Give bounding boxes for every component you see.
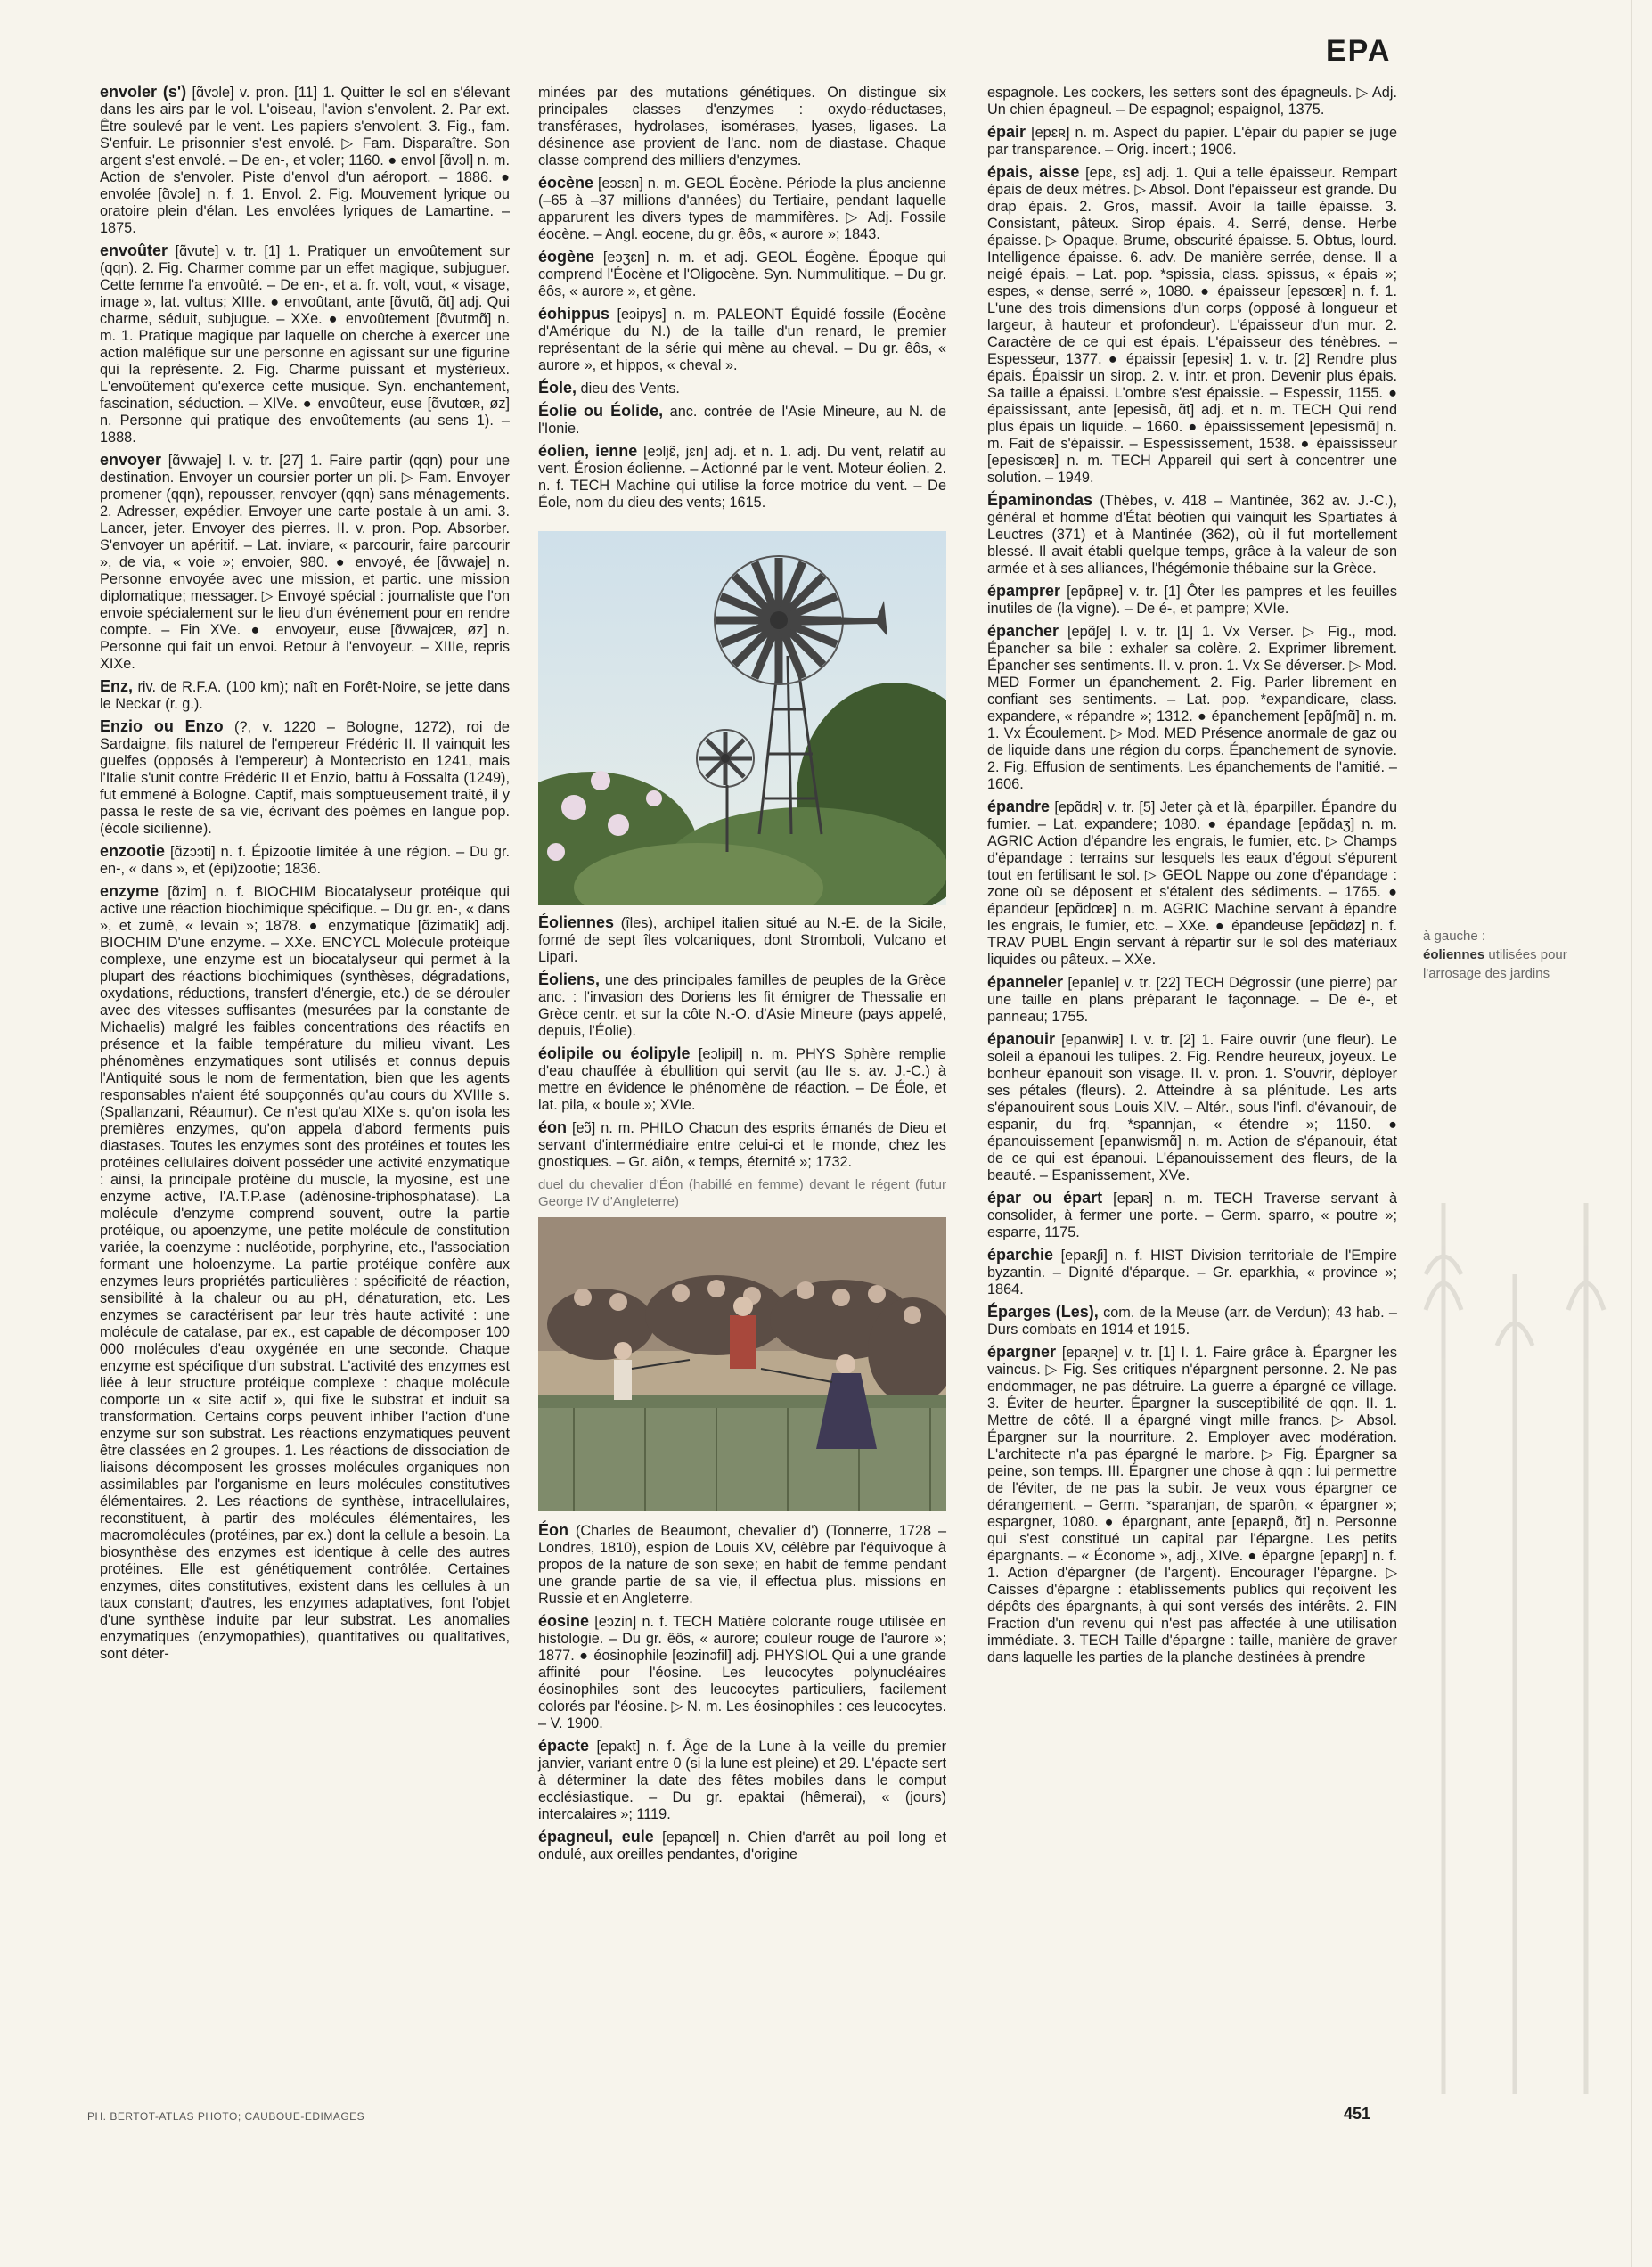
definition: [epɛʀ] n. m. Aspect du papier. L'épair du papier se juge par transparence. – Orig. incert.; 1906. — [987, 125, 1397, 158]
entry — [538, 306, 946, 374]
entry — [987, 1304, 1397, 1338]
headword: Éoliens, — [538, 970, 601, 988]
headword: Épaminondas — [987, 491, 1093, 509]
headword: envoler (s') — [100, 84, 187, 101]
definition: une des principales familles de peuples de la Grèce anc. : l'invasion des Doriens les fit émigrer de Thessalie en Grèce centr. et sur la côte N.-O. d'Asie Mineure (pays appelé, depuis, l'Éolie). — [538, 972, 946, 1039]
headword: épargner — [987, 1343, 1057, 1361]
definition: [epanle] v. tr. [22] TECH Dégrossir (une pierre) par une taille en plans préparant le façonnage. – De é-, et panneau; 1755. — [987, 975, 1397, 1025]
running-header: EPA — [1326, 34, 1392, 68]
definition: [epanwiʀ] I. v. tr. [2] 1. Faire ouvrir (une fleur). Le soleil a épanoui les tulipes. 2. Fig. Rendre heureux, joyeux. Le bonheur épanouit son visage. II. v. pron. 1. S'ouvrir, déployer ses pétales (fleurs). 2. Atteindre à sa plénitude. Les arts s'épanouirent sous Louis XIV. – Altér., sous l'infl. d'évanouir, de espanir, du frq. *spannjan, « étendre »; 1150. ● épanouissement [epanwismɑ̃] n. m. Action de s'épanouir, état de ce qui est épanoui. L'épanouissement des fleurs, de la beauté. – Espanissement, XVe. — [987, 1032, 1397, 1183]
entry — [538, 1613, 946, 1732]
definition: [epɑ̃pʀe] v. tr. [1] Ôter les pampres et les feuilles inutiles de (la vigne). – De é-, et pampre; XVIe. — [987, 584, 1397, 617]
entry — [987, 623, 1397, 793]
definition: [epɛ, ɛs] adj. 1. Qui a telle épaisseur. Rempart épais de deux mètres. ▷ Absol. Dont l'épaisseur est grande. Du drap épais. 2. Gros, massif. Avoir la taille épaisse. 3. Consistant, pâteux. Sirop épais. 4. Serré, dense. Herbe épaisse. ▷ Opaque. Brume, obscurité épaisse. 5. Obtus, lourd. Intelligence épaisse. 6. adv. De manière serrée, dense. Il a neigé épais. – Lat. pop. *spissia, class. spissus, « épais »; espes, « dense, serré », 1080. ● épaisseur [epɛsœʀ] n. f. 1. L'une des trois dimensions d'un corps (opposé à longueur et largeur, à hauteur et profondeur). L'épaisseur d'un mur. 2. Caractère de ce qui est épais. L'épaisseur des ténèbres. – Espesseur, 1377. ● épaissir [epesiʀ] 1. v. tr. [2] Rendre plus épais. Épaissir un sirop. 2. v. intr. et pron. Devenir plus épais. Sa taille a épaissi. L'ombre s'est épaissie. – Espessir, 1155. ● épaississant, ante [epesisɑ̃, ɑ̃t] adj. et n. m. TECH Qui rend plus épais un liquide. – 1660. ● épaississement [epesismɑ̃] n. m. Fait de s'épaissir. – Espessissement, 1538. ● épaississeur [epesisœʀ] n. m. TECH Appareil qui sert à concentrer une solution. – 1949. — [987, 165, 1397, 486]
headword: éolipile ou éolipyle — [538, 1044, 691, 1062]
definition: [ɑ̃zim] n. f. BIOCHIM Biocatalyseur protéique qui active une réaction biochimique spécifique. – Du gr. en-, « dans », et zumê, « levain »; 1878. ● enzymatique [ɑ̃zimatik] adj. BIOCHIM D'une enzyme. – XXe. ENCYCL Molécule protéique complexe, une enzyme est un biocatalyseur qui permet à la plupart des réactions biochimiques (synthèses, dégradations, oxydations, réductions, transfert d'énergie, etc.) de se dérouler avec des vitesses suffisantes (mesurées par la constante de Michaelis) malgré les faibles concentrations des réactifs en présence et la faible température du milieu vivant. Les phénomènes enzymatiques sont utilisés et connus depuis l'Antiquité sous le nom de fermentation, bien que les agents responsables n'aient été soupçonnés qu'au cours du XVIIIe s. (Spallanzani, Réaumur). Ce n'est qu'au XIXe s. qu'on isola les premières enzymes, qu'on appela d'abord ferments puis diastases. Toutes les enzymes sont des protéines et toutes les protéines cellulaires doivent posséder une activité enzymatique : ainsi, la principale protéine du muscle, la myosine, est une enzyme active, l'A.T.P.ase (adénosine-triphosphatase). La molécule d'enzyme comprend souvent, outre la partie protéique, ou apoenzyme, une petite molécule de constitution variée, la coenzyme : nucléotide, porphyrine, etc., l'association formant une holoenzyme. La partie protéique confère aux enzymes leurs propriétés particulières : spécificité de réaction, sensibilité à la chaleur ou au pH, dénaturation, etc. Les enzymes se caractérisent par leur très haute activité : une molécule de catalase, par ex., est capable de décomposer 100 000 molécules d'eau oxygénée en une seconde. Chaque enzyme est spécifique d'un substrat. L'activité des enzymes est liée à leur structure protéique complexe : chaque molécule comporte un « site actif », qui fixe le substrat et induit sa transformation. Certains corps peuvent inhiber l'action d'une enzyme sur son substrat. Les réactions enzymatiques peuvent être classées en 2 groupes. 1. Les réactions de dissociation de liaisons décomposent les grosses molécules organiques non assimilables par l'organisme en leurs molécules constitutives élémentaires. 2. Les réactions de synthèse, intracellulaires, reconstituent, à partir des molécules élémentaires, les macromolécules (protéines, par ex.) dont la cellule a besoin. La biosynthèse des enzymes est identique à celle des autres protéines. Elle est génétiquement contrôlée. Certaines enzymes, dites constitutives, existent dans les cellules à un taux constant; d'autres, les enzymes adaptatives, font l'objet d'une synthèse induite par leur substrat. Les anomalies enzymatiques (enzymopathies), quantitatives ou qualitatives, sont déter- — [100, 884, 510, 1662]
definition: [epakt] n. f. Âge de la Lune à la veille du premier janvier, variant entre 0 (si la lune est pleine) et 29. L'épacte sert à déterminer la date des fêtes mobiles dans le comput ecclésiastique. – Du gr. epaktai (hêmerai), « (jours) intercalaires »; 1119. — [538, 1739, 946, 1822]
headword: éon — [538, 1118, 568, 1136]
headword: enzootie — [100, 842, 166, 860]
entry — [538, 249, 946, 300]
sword-illustration — [1408, 1203, 1631, 2094]
definition: espagnole. Les cockers, les setters sont des épagneuls. ▷ Adj. Un chien épagneul. – De espagnol; espaignol, 1375. — [987, 85, 1397, 118]
entry — [538, 1119, 946, 1171]
definition: [ɑ̃vɔle] v. pron. [11] 1. Quitter le sol en s'élevant dans les airs par le vol. L'oiseau, l'avion s'envolent. 2. Par ext. Être soulevé par le vent. Les papiers s'envolent. 3. Fig., fam. S'enfuir. Le prisonnier s'est envolé. ▷ Fam. Disparaître. Son argent s'est envolé. – De en-, et voler; 1160. ● envol [ɑ̃vɔl] n. m. Action de s'envoler. Piste d'envol d'un aéroport. – 1886. ● envolée [ɑ̃vɔle] n. f. 1. Envol. 2. Fig. Mouvement lyrique ou oratoire plein d'élan. Les envolées lyriques de Lamartine. – 1875. — [100, 85, 510, 236]
headword: épair — [987, 123, 1026, 141]
headword: Éolie ou Éolide, — [538, 402, 664, 420]
headword: Éole, — [538, 379, 577, 397]
definition: (Charles de Beaumont, chevalier d') (Tonnerre, 1728 – Londres, 1810), espion de Louis XV, célèbre par l'équivoque à propos de la nature de son sexe; en habit de femme pendant une grande partie de sa vie, il effectua plus. missions en Russie et en Angleterre. — [538, 1523, 946, 1607]
headword: épar ou épart — [987, 1189, 1103, 1207]
headword: Éparges (Les), — [987, 1303, 1099, 1321]
column-middle — [538, 84, 946, 1869]
entry — [987, 492, 1397, 577]
duel-engraving — [538, 1217, 946, 1511]
entry — [100, 84, 510, 237]
headword: épacte — [538, 1737, 590, 1755]
headword: éparchie — [987, 1246, 1054, 1264]
entry — [538, 175, 946, 243]
definition: [epɑ̃dʀ] v. tr. [5] Jeter çà et là, éparpiller. Épandre du fumier. – Lat. expandere; 1080. ● épandage [epɑ̃daʒ] n. m. AGRIC Action d'épandre les engrais, le fumier, etc. ▷ Champs d'épandage : terrains sur lesquels les eaux d'égout s'épurent tout en fertilisant le sol. ▷ GEOL Nappe ou zone d'épandage : zone où se déposent et s'étalent des sédiments. – 1765. ● épandeur [epɑ̃dœʀ] n. m. AGRIC Machine servant à épandre les engrais, le fumier, etc. – XXe. ● épandeuse [epɑ̃døz] n. f. TRAV PUBL Engin servant à répartir sur le sol des matériaux liquides ou pâteux. – XXe. — [987, 799, 1397, 968]
headword: envoyer — [100, 451, 162, 469]
definition: [epaʀ] n. m. TECH Traverse servant à consolider, à fermer une porte. – Germ. sparro, « poutre »; esparre, 1175. — [987, 1191, 1397, 1240]
headword: éohippus — [538, 305, 609, 323]
entry — [538, 1522, 946, 1608]
headword: Enzio ou Enzo — [100, 717, 224, 735]
entry — [538, 443, 946, 512]
headword: épancher — [987, 622, 1059, 640]
windmill-photo — [538, 531, 946, 905]
headword: éocène — [538, 174, 594, 192]
entry — [538, 1738, 946, 1823]
headword: enzyme — [100, 882, 159, 900]
definition: [ɑ̃vute] v. tr. [1] 1. Pratiquer un envoûtement sur (qqn). 2. Fig. Charmer comme par un effet magique, subjuguer. Cette femme l'a envoûté. – De en-, et a. fr. volt, vout, « visage, image », lat. vultus; XIIIe. ● envoûtant, ante [ɑ̃vutɑ̃, ɑ̃t] adj. Qui charme, séduit, subjugue. – XXe. ● envoûtement [ɑ̃vutmɑ̃] n. m. 1. Pratique magique par laquelle on cherche à exercer une action maléfique sur une personne en agissant sur une figurine qui la représente. 2. Fig. Charme puissant et mystérieux. L'envoûtement qu'exerce cette musique. Syn. enchantement, fascination, séduction. – XIVe. ● envoûteur, euse [ɑ̃vutœʀ, øz] n. Personne qui pratique des envoûtements (au sens 1). – 1888. — [100, 243, 510, 446]
headword: épais, aisse — [987, 163, 1080, 181]
photo-credit: PH. BERTOT-ATLAS PHOTO; CAUBOUE-EDIMAGES — [87, 2110, 365, 2123]
page-edge — [1631, 0, 1632, 2267]
entry — [538, 403, 946, 438]
definition: [eɔzin] n. f. TECH Matière colorante rouge utilisée en histologie. – Du gr. êôs, « aurore; couleur rouge de l'aurore »; 1877. ● éosinophile [eɔzinɔfil] adj. PHYSIOL Qui a une grande affinité pour l'éosine. Les leucocytes polynucléaires éosinophiles sont des leucocytes particuliers, facilement colorés par l'éosine. ▷ N. m. Les éosinophiles : ces leucocytes. – V. 1900. — [538, 1614, 947, 1731]
headword: éogène — [538, 248, 595, 266]
entry — [987, 974, 1397, 1026]
windmill-illustration — [538, 531, 946, 905]
definition: [epaʀɲe] v. tr. [1] I. 1. Faire grâce à. Épargner les vaincus. ▷ Fig. Ses critiques n'épargnent personne. 2. Ne pas endommager, ne pas détruire. La guerre a épargné ce village. 3. Éviter de heurter. Épargner la susceptibilité de qqn. II. 1. Mettre de côté. Il a épargné vingt mille francs. ▷ Absol. Épargner sur la nourriture. 2. Employer avec modération. L'architecte n'a pas épargné le marbre. ▷ Fig. Épargner sa peine, son temps. III. Épargner une chose à qqn : lui permettre de l'éviter, de ne pas la subir. Je veux vous épargner ce dérangement. – Germ. *sparanjan, de sparôn, « épargner »; espargner, 1080. ● épargnant, ante [epaʀɲɑ̃, ɑ̃t] n. Personne qui s'est constitué un capital par l'épargne. Les petits épargnants. – « Économe », adj., XIVe. ● épargne [epaʀɲ] n. f. 1. Action d'épargner (de l'argent). Encourager l'épargne. ▷ Caisses d'épargne : établissements publics qui reçoivent les dépôts des épargnants, à qui sont versés des intérêts. 2. FIN Fraction d'un revenu qui n'est pas affectée à une utilisation immédiate. 3. TECH Taille d'épargne : taille, manière de graver dans laquelle les parties de la planche destinées à prendre — [987, 1345, 1397, 1665]
definition: [epɑ̃ʃe] I. v. tr. [1] 1. Vx Verser. ▷ Fig., mod. Épancher sa bile : exhaler sa colère. 2. Exprimer librement. Épancher ses sentiments. II. v. pron. 1. Vx Se déverser. ▷ Mod. MED Former un épanchement. 2. Fig. Parler librement en confiant ses sentiments. – Lat. pop. *expandicare, class. expandere, « répandre »; 1312. ● épanchement [epɑ̃ʃmɑ̃] n. m. 1. Vx Écoulement. ▷ Mod. MED Présence anormale de gaz ou de liquide dans une région du corps. Épanchement de synovie. 2. Fig. Effusion de sentiments. Les épanchements de l'amitié. – 1606. — [987, 624, 1397, 792]
entry — [100, 718, 510, 838]
margin-caption-prefix: à gauche : — [1423, 929, 1486, 944]
definition: [eɔ̃] n. m. PHILO Chacun des esprits émanés de Dieu et servant d'intermédiaire entre celui-ci et le monde, chez les gnostiques. – Gr. aiôn, « temps, éternité »; 1732. — [538, 1120, 946, 1170]
definition: (?, v. 1220 – Bologne, 1272), roi de Sardaigne, fils naturel de l'empereur Frédéric II. Il vainquit les guelfes (opposés à l'empereur) à Montecristo en 1241, mais l'Italie s'unit contre Frédéric II et Enzio, battu à Fossalta (1249), fut emmené à Bologne. Captif, mais somptueusement traité, il y passa le reste de sa vie, écrivant des poèmes en langue pop. (école sicilienne). — [100, 719, 510, 837]
entry — [538, 914, 946, 966]
definition: [eɔlipil] n. m. PHYS Sphère remplie d'eau chauffée à ébullition qui servit (au IIe s. av. J.-C.) à mettre en évidence le phénomène de réaction. – De Éole, et lat. pila, « boule »; XVIe. — [538, 1046, 946, 1113]
column-left — [100, 84, 510, 2053]
definition: riv. de R.F.A. (100 km); naît en Forêt-Noire, se jette dans le Neckar (r. g.). — [100, 679, 510, 712]
definition: [eɔipys] n. m. PALEONT Équidé fossile (Éocène d'Amérique du N.) de la taille d'un renard, le premier représentant de la série qui mène au cheval. – Du gr. êôs, « aurore », et hippos, « cheval ». — [538, 307, 946, 373]
duel-caption: duel du chevalier d'Éon (habillé en femme) devant le régent (futur George IV d'Angleterre) — [538, 1177, 946, 1209]
entry — [987, 798, 1397, 969]
entry — [538, 380, 946, 397]
headword: Éon — [538, 1521, 568, 1539]
definition: (îles), archipel italien situé au N.-E. de la Sicile, formé de sept îles volcaniques, dont Stromboli, Vulcano et Lipari. — [538, 915, 946, 965]
headword: Enz, — [100, 677, 134, 695]
entry — [987, 124, 1397, 159]
entry — [100, 883, 510, 1663]
entry — [538, 971, 946, 1040]
headword: épamprer — [987, 582, 1061, 600]
entry — [987, 1247, 1397, 1298]
entry — [100, 843, 510, 878]
headword: épanouir — [987, 1030, 1056, 1048]
entry — [987, 164, 1397, 487]
entry — [100, 452, 510, 673]
definition: [eɔljɛ̃, jɛn] adj. et n. 1. adj. Du vent, relatif au vent. Érosion éolienne. – Actionné par le vent. Moteur éolien. 2. n. f. TECH Machine qui utilise la force motrice du vent. – De Éole, nom du dieu des vents; 1615. — [538, 444, 946, 511]
headword: Éoliennes — [538, 913, 615, 931]
entry — [987, 1344, 1397, 1666]
definition: [ɑ̃zɔɔti] n. f. Épizootie limitée à une région. – Du gr. en-, « dans », et (épi)zootie; 1836. — [100, 844, 510, 877]
entry — [987, 1031, 1397, 1184]
page-number: 451 — [1344, 2105, 1371, 2123]
definition: [epaʀʃi] n. f. HIST Division territoriale de l'Empire byzantin. – Dignité d'éparque. – Gr. eparkhia, « province »; 1864. — [987, 1248, 1397, 1297]
definition: (Thèbes, v. 418 – Mantinée, 362 av. J.-C.), général et homme d'État béotien qui vainquit les Spartiates à Leuctres (371) et à Mantinée (362), où il fut mortellement blessé. Il avait établi quelque temps, grâce à la valeur de son armée et à ses alliances, l'hégémonie thébaine sur la Grèce. — [987, 493, 1397, 577]
headword: épandre — [987, 798, 1051, 815]
headword: épagneul, eule — [538, 1828, 654, 1846]
headword: éolien, ienne — [538, 442, 638, 460]
definition: [eɔʒɛn] n. m. et adj. GEOL Éogène. Époque qui comprend l'Éocène et l'Oligocène. Syn. Nummulitique. – Du gr. êôs, « aurore », et gène. — [538, 250, 946, 299]
entry — [100, 242, 510, 446]
definition: anc. contrée de l'Asie Mineure, au N. de l'Ionie. — [538, 404, 946, 437]
entry — [987, 583, 1397, 618]
definition: [epaɲœl] n. Chien d'arrêt au poil long et ondulé, aux oreilles pendantes, d'origine — [538, 1829, 946, 1862]
definition: dieu des Vents. — [580, 381, 680, 397]
entry — [538, 1829, 946, 1863]
entry — [987, 84, 1397, 119]
definition: [eɔsɛn] n. m. GEOL Éocène. Période la plus ancienne (–65 à –37 millions d'années) du Tertiaire, pendant laquelle apparurent les divers types de mammifères. ▷ Adj. Fossile éocène. – Angl. eocene, du gr. êôs, « aurore »; 1843. — [538, 176, 946, 242]
margin-caption-keyword: éoliennes — [1423, 947, 1485, 962]
entry — [987, 1190, 1397, 1241]
margin-caption — [1423, 927, 1601, 983]
definition: minées par des mutations génétiques. On distingue six principales classes d'enzymes : oxydo-réductases, transférases, hydrolases, isomérases, lyases, ligases. La désinence ase provient de l'anc. nom de diastase. Chaque classe comprend des milliers d'enzymes. — [538, 85, 946, 168]
definition: [ɑ̃vwaje] I. v. tr. [27] 1. Faire partir (qqn) pour une destination. Envoyer un coursier porter un pli. ▷ Fam. Envoyer promener (qqn), repousser, renvoyer (qqn) sans ménagements. 2. Adresser, expédier. Envoyer une carte postale à un ami. 3. Lancer, jeter. Envoyer des pierres. II. v. pron. Pop. Absorber. S'envoyer un apéritif. – Lat. inviare, « parcourir, faire parcourir », de via, « voie »; envoier, 980. ● envoyé, ée [ɑ̃vwaje] n. Personne envoyée avec une mission, et partic. une mission diplomatique; messager. ▷ Envoyé spécial : journaliste que l'on envoie spécialement sur le lieu d'un événement pour en rendre compte. – Fin XVe. ● envoyeur, euse [ɑ̃vwajœʀ, øz] n. Personne qui fait un envoi. Retour à l'envoyeur. – XIIIe, repris XIXe. — [100, 453, 510, 672]
duel-illustration — [538, 1217, 946, 1511]
headword: envoûter — [100, 241, 168, 259]
entry — [538, 84, 946, 169]
entry — [100, 678, 510, 713]
column-right — [987, 84, 1397, 2071]
headword: éosine — [538, 1612, 590, 1630]
definition: com. de la Meuse (arr. de Verdun); 43 hab. – Durs combats en 1914 et 1915. — [987, 1305, 1397, 1338]
entry — [538, 1045, 946, 1114]
margin-caption-text: utilisées pour l'arrosage des jardins — [1423, 947, 1567, 981]
headword: épanneler — [987, 973, 1064, 991]
